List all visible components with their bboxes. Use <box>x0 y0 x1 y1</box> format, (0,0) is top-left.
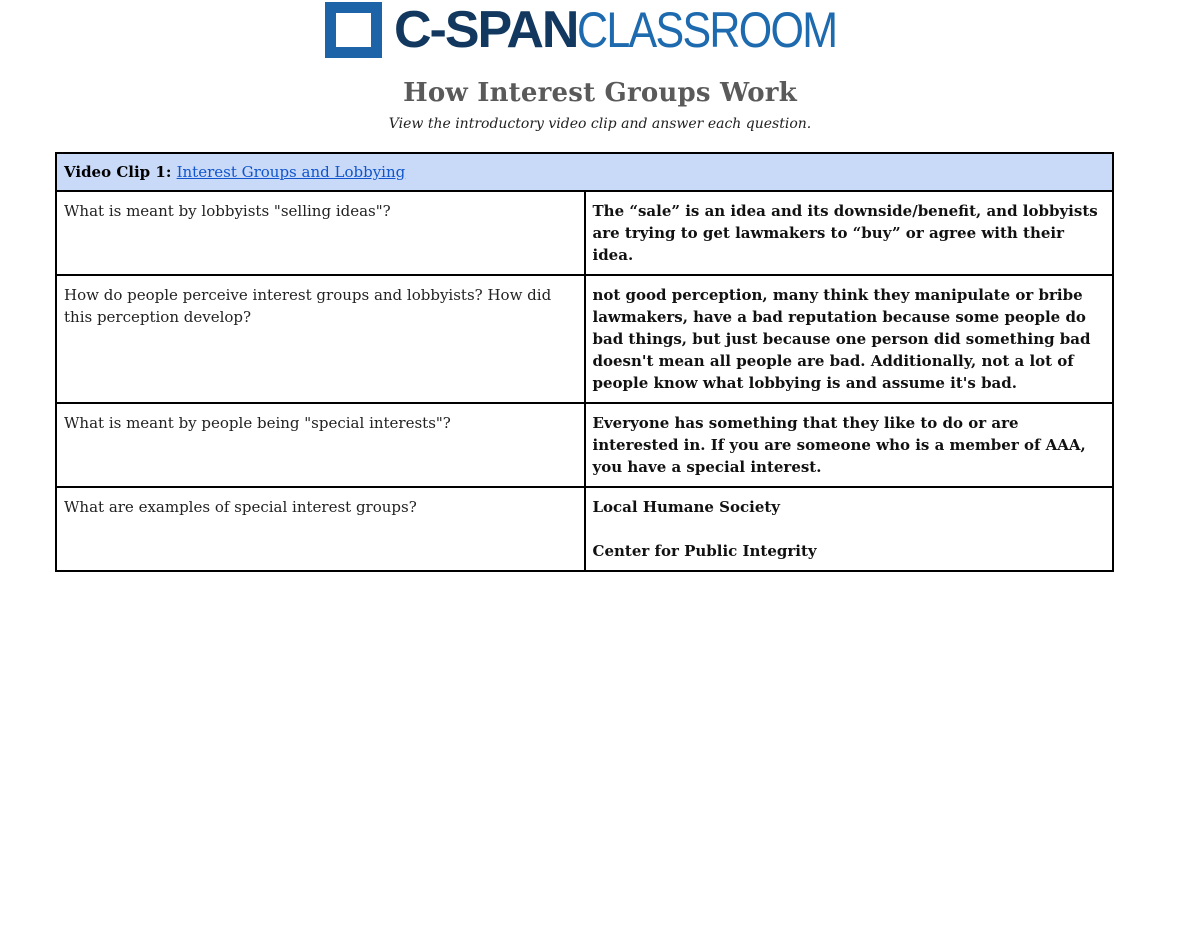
worksheet-table <box>55 152 1114 572</box>
table-row <box>56 487 1113 571</box>
video-clip-label: Video Clip 1: <box>64 163 177 181</box>
question-cell: What is meant by lobbyists "selling ideas"? <box>56 191 585 275</box>
answer-cell[interactable]: not good perception, many think they manipulate or bribe lawmakers, have a bad reputation because some people do bad things, but just because one person did something bad doesn't mean all people are bad. Additionally, not a lot of people know what lobbying is and assume it's bad. <box>585 275 1114 403</box>
answer-cell[interactable]: The “sale” is an idea and its downside/benefit, and lobbyists are trying to get lawmakers to “buy” or agree with their idea. <box>585 191 1114 275</box>
table-row <box>56 275 1113 403</box>
video-clip-link[interactable]: Interest Groups and Lobbying <box>176 163 406 181</box>
table-header-row <box>56 153 1113 191</box>
logo-square-icon <box>325 2 382 58</box>
answer-spacer <box>593 518 1107 540</box>
video-clip-header <box>56 153 1113 191</box>
question-cell: What is meant by people being "special interests"? <box>56 403 585 487</box>
cspan-classroom-logo <box>325 2 879 58</box>
answer-line: Local Humane Society <box>592 498 781 516</box>
answer-line: Center for Public Integrity <box>592 542 817 560</box>
table-row <box>56 403 1113 487</box>
page-subtitle: View the introductory video clip and answer each question. <box>388 116 812 132</box>
page-title: How Interest Groups Work <box>403 78 797 108</box>
table-row <box>56 191 1113 275</box>
logo-brand-text: C-SPAN <box>394 1 578 59</box>
answer-cell[interactable]: Everyone has something that they like to do or are interested in. If you are someone who is a member of AAA, you have a special interest. <box>585 403 1114 487</box>
question-cell: What are examples of special interest groups? <box>56 487 585 571</box>
answer-cell[interactable] <box>585 487 1114 571</box>
question-cell: How do people perceive interest groups and lobbyists? How did this perception develop? <box>56 275 585 403</box>
logo-product-text: CLASSROOM <box>577 2 837 58</box>
